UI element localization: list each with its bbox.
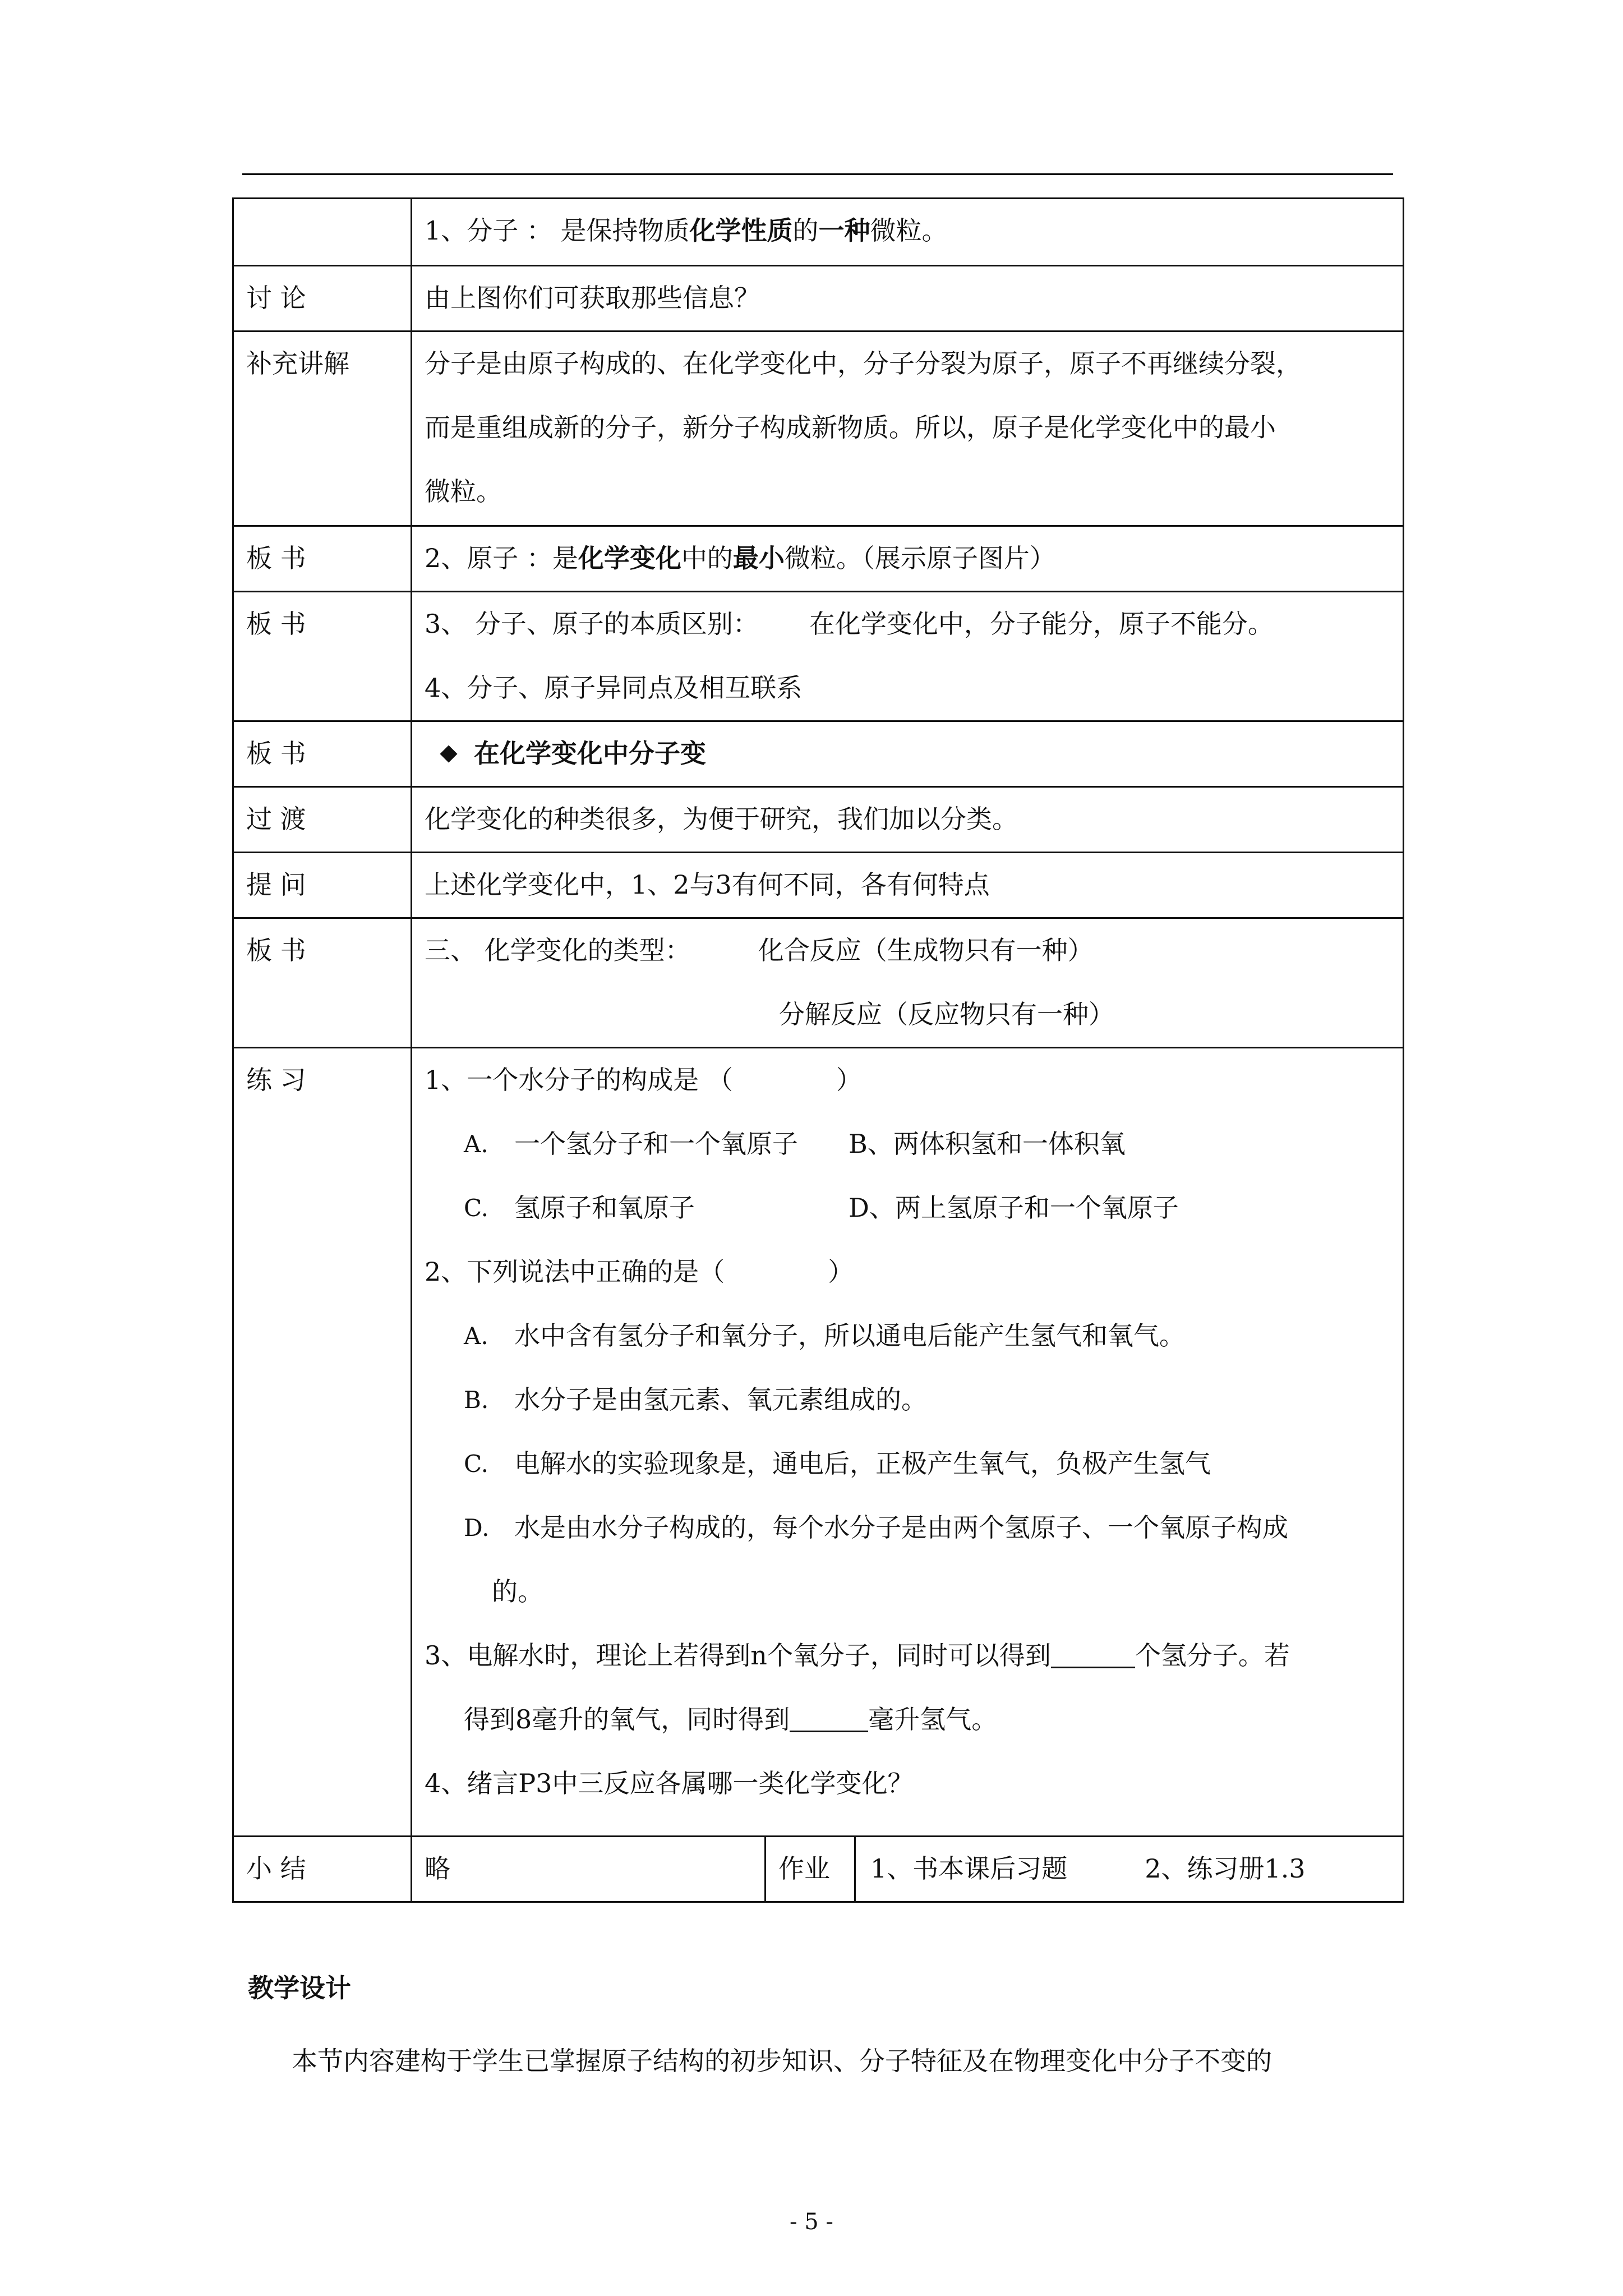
text-span: 1、分子 ： 是保持物质 [425,215,690,246]
text-span: 微粒。（展示原子图片） [784,543,1055,574]
option-text: 水分子是由氢元素、氧元素组成的。 [514,1384,927,1415]
diamond-bullet-icon [440,745,457,762]
body-paragraph: 本节内容建构于学生已掌握原子结构的初步知识、分子特征及在物理变化中分子不变的 [292,2046,1272,2076]
text-span: 微粒。 [870,215,948,246]
table-row [233,199,1404,266]
homework-content-cell: 1、书本课后习题 2、练习册1.3 [855,1837,1404,1902]
row-label: 板 书 [233,592,412,721]
row-content: 化学变化的种类很多，为便于研究，我们加以分类。 [412,787,1404,853]
section-title: 教学设计 [248,1973,351,2003]
row-label: 讨 论 [233,266,412,332]
option-letter: D、 [849,1193,895,1223]
option-letter: A. [464,1322,488,1350]
summary-cell: 略 [412,1837,766,1902]
text-span: 化合反应（生成物只有一种） [758,935,1094,966]
row-label: 板 书 [233,526,412,592]
option-text: 水是由水分子构成的，每个水分子是由两个氢原子、一个氧原子构成 [514,1512,1288,1543]
row-content: 分子是由原子构成的、在化学变化中，分子分裂为原子，原子不再继续分裂， 而是重组成新的分子，新分子构成新物质。所以，原子是化学变化中的最小 微粒。 [412,332,1404,526]
header-rule [242,173,1393,175]
text-span: 毫升氢气。 [868,1704,998,1735]
row-content: 上述化学变化中，1、2与3有何不同，各有何特点 [412,853,1404,918]
option-text: 氢原子和氧原子 [514,1193,695,1223]
text-span: 3、 分子、原子的本质区别： [425,609,759,639]
option-text: 电解水的实验现象是，通电后，正极产生氧气，负极产生氢气 [514,1448,1211,1479]
option-letter: B. [464,1386,489,1414]
text-span: 2、原子 ：是 [425,543,578,574]
text-span: 个氢分子。若 [1135,1640,1290,1671]
table-row [233,332,1404,526]
table-row [233,592,1404,721]
text-span: 在化学变化中，分子能分，原子不能分。 [809,609,1274,639]
option-letter: D. [464,1513,490,1542]
row-label: 板 书 [233,918,412,1048]
table-row [233,721,1404,787]
bold-text: 一种 [818,215,870,246]
option-letter: B、 [849,1129,893,1159]
bold-text: 最小 [732,543,785,574]
row-label [233,199,412,266]
text-span: 得到8毫升的氧气，同时得到 [464,1704,790,1735]
text-span: 中的 [681,543,733,574]
text-span: 的 [792,215,819,246]
row-label: 小 结 [233,1837,412,1902]
row-label: 练 习 [233,1048,412,1837]
option-text: 水中含有氢分子和氧分子，所以通电后能产生氢气和氧气。 [514,1320,1185,1351]
row-content: 3、 分子、原子的本质区别： 在化学变化中，分子能分，原子不能分。 4、分子、原子异同点及相互联系 [412,592,1404,721]
row-content [412,199,1404,266]
row-content: 由上图你们可获取那些信息？ [412,266,1404,332]
text-span: 三、 化学变化的类型： [425,935,691,966]
page-number: - 5 - [790,2209,833,2235]
row-content: 1、一个水分子的构成是 （ ） A. 一个氢分子和一个氧原子 B、 两体积氢和一体积氧 C. 氢原子和氧原子 D、 两上氢原子和一个氧原子 2、下列说法中正确的是（ ） A. 水中含有氢分子和氧分子，所以通电后能产生氢气和氧气。 B. 水分子是由氢元素、氧元素组成的。 C. 电解水的实验现象是，通电后，正极产生氧气，负极产生氢气 D. 水是由水分子构成的，每个水分子是由两个氢原子、一个氧原子构成 的。 3、电解水时，理论上若得到n个氧分子，同时可以得到 个氢分子。若 得到8毫升的氧气，同时得到 毫升氢气。 4、绪言P3中三反应各属哪一类化学变化？ [412,1048,1404,1837]
row-label: 过 渡 [233,787,412,853]
option-text: 两上氢原子和一个氧原子 [895,1193,1179,1223]
option-letter: A. [464,1130,488,1158]
bold-text: 化学变化 [578,543,681,574]
table-row [233,918,1404,1048]
option-letter: C. [464,1450,488,1478]
row-label: 补充讲解 [233,332,412,526]
row-content [412,526,1404,592]
table-row [233,1837,1404,1902]
table-row [233,787,1404,853]
lesson-table [232,197,1404,1903]
option-text: 两体积氢和一体积氧 [893,1129,1126,1159]
bold-text: 化学性质 [689,215,793,246]
table-row [233,853,1404,918]
homework-label-cell: 作业 [766,1837,855,1902]
table-row [233,1048,1404,1837]
text-span: 3、电解水时，理论上若得到n个氧分子，同时可以得到 [425,1640,1051,1671]
row-content: 三、 化学变化的类型： 化合反应（生成物只有一种） 分解反应（反应物只有一种） [412,918,1404,1048]
row-label: 提 问 [233,853,412,918]
row-label: 板 书 [233,721,412,787]
row-content [412,721,1404,787]
answer-blank[interactable] [790,1708,868,1732]
bold-text: 在化学变化中分子变 [474,738,706,769]
table-row [233,526,1404,592]
option-letter: C. [464,1194,488,1222]
table-row [233,266,1404,332]
option-text: 一个氢分子和一个氧原子 [514,1129,798,1159]
answer-blank[interactable] [1051,1644,1135,1668]
